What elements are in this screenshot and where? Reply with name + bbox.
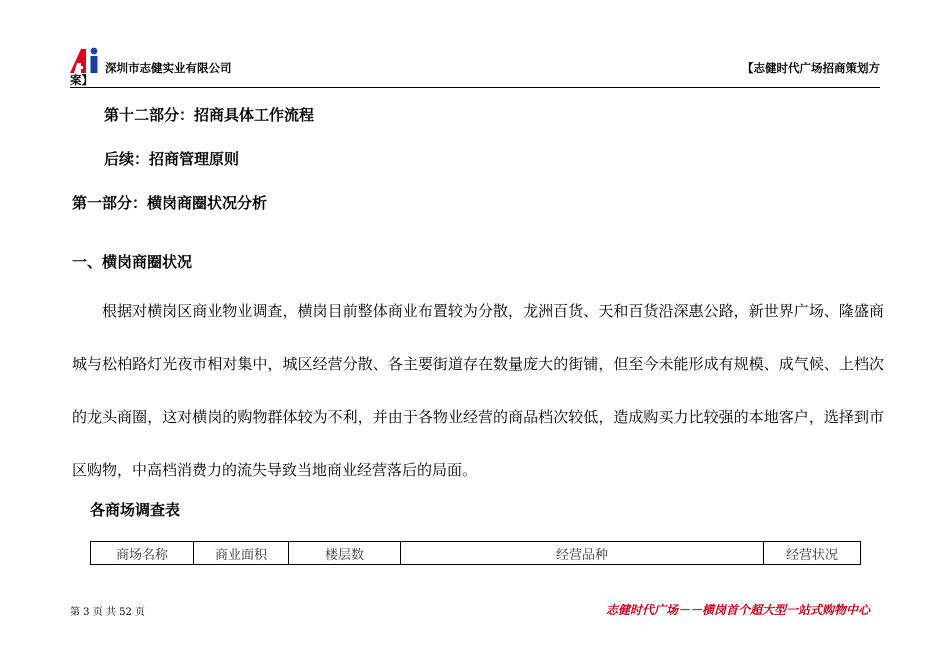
- heading-followup: 后续：招商管理原则: [104, 150, 240, 168]
- document-title-continuation: 案】: [70, 73, 93, 87]
- company-logo-icon: [70, 47, 100, 73]
- company-name: 深圳市志健实业有限公司: [105, 61, 232, 75]
- column-header: 商业面积: [194, 542, 289, 565]
- table-header-row: [91, 542, 861, 565]
- page-number: 第 3 页 共 52 页: [70, 607, 145, 618]
- column-header: 经营品种: [401, 542, 764, 565]
- mall-survey-table: [90, 541, 861, 565]
- table-title: 各商场调查表: [90, 501, 181, 519]
- document-title: 【志健时代广场招商策划方: [742, 61, 880, 75]
- column-header: 商场名称: [91, 542, 194, 565]
- heading-part-12: 第十二部分：招商具体工作流程: [104, 106, 315, 124]
- column-header: 楼层数: [289, 542, 401, 565]
- header-divider: [70, 87, 880, 88]
- heading-part-1: 第一部分：横岗商圈状况分析: [72, 194, 268, 212]
- column-header: 经营状况: [764, 542, 861, 565]
- footer-slogan: 志健时代广场－－横岗首个超大型一站式购物中心: [605, 603, 870, 617]
- body-paragraph: 根据对横岗区商业物业调查，横岗目前整体商业布置较为分散，龙洲百货、天和百货沿深惠公路，新世界广场、隆盛商城与松柏路灯光夜市相对集中，城区经营分散、各主要街道存在数量庞大的街铺，但至今未能形成有规模、成气候、上档次的龙头商圈，这对横岗的购物群体较为不利，并由于各物业经营的商品档次较低，造成购买力比较强的本地客户，选择到市区购物，中高档消费力的流失导致当地商业经营落后的局面。: [72, 302, 884, 479]
- section-heading: 一、横岗商圈状况: [72, 253, 193, 271]
